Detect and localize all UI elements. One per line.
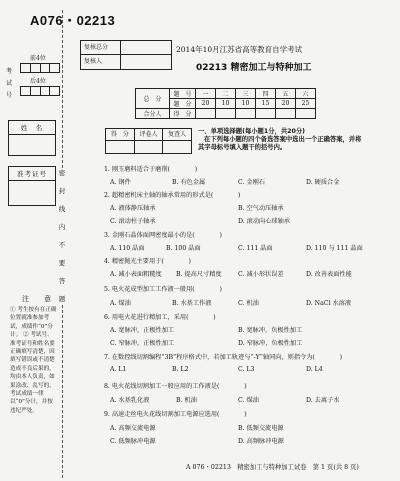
name-box[interactable]	[8, 120, 56, 156]
question-stem: 3. 金刚石晶体面网密度最小的是( )	[104, 232, 222, 239]
question-stem: 2. 超精密机床主轴的轴承常用的形式是( )	[104, 192, 241, 199]
total-label: 总 分	[136, 89, 170, 109]
question-stem: 4. 精密抛光主要用于( )	[104, 258, 191, 265]
front4-label: 前4位	[30, 55, 46, 62]
kao-label: 考	[6, 68, 13, 75]
question-stem: 8. 电火花线切割加工一般应用的工作液是( )	[104, 383, 247, 390]
back4-label: 后4位	[30, 78, 46, 85]
question-stem: 9. 高速走丝电火花线切割加工电源应选用( )	[104, 411, 247, 418]
question-stem: 7. 在数控线切割编程“3B”程序格式中，若加工轨迹与“-Y”轴同向，则指令为( )	[104, 354, 343, 361]
ticket-box[interactable]	[8, 166, 56, 206]
question-stem: 5. 电火花成型加工工作液一般用( )	[104, 286, 222, 293]
score-table: 总 分 题 号 一 二 三 四 五 六 题 分 20 10 10 15 20 25 合分人 得 分	[135, 88, 316, 119]
shi-label: 试	[6, 80, 13, 87]
paper-code: A076・02213	[30, 13, 116, 28]
course-title: 02213 精密加工与特种加工	[196, 63, 312, 73]
notes-title: 注 意	[22, 295, 55, 303]
back4-boxes[interactable]	[20, 86, 60, 96]
notes-text: ① 考生按有在正确位置就准参加考试，成绩作“0”分计。 ② 考试号、准考证号和姓名要正确填写清楚，因填写错误或不清楚造成不良后果的，均由本人负责，如果涂改、乱写的，考试成绩一律以“0”分计，并按违纪严处。	[10, 307, 57, 414]
question-stem: 1. 刚玉磨料适合于磨削( )	[104, 166, 198, 173]
review-box	[80, 40, 172, 70]
exam-title: 2014年10月江苏省高等教育自学考试	[176, 45, 303, 54]
scorer-label: 合分人	[136, 109, 170, 119]
ticket-label: 准考证号	[9, 167, 55, 181]
front4-boxes[interactable]	[20, 63, 60, 73]
section-title: 一、单项选择题(每小题1分，共20分) 在下列每小题的四个备选答案中选出一个正确答案，并将 其字母标号填入题干的括号内。	[198, 128, 362, 151]
section-grade-box: 得 分 评卷人 复查人	[105, 128, 192, 154]
page-footer: A 076・02213 精密加工与特种加工试卷 第 1 页(共 8 页)	[186, 464, 359, 471]
hao-label: 号	[6, 92, 13, 99]
seal-text: 密 封 线 内 不 要 答 题	[58, 169, 66, 303]
exam-page: A076・02213 前4位 考 试 号 后4位 姓 名 准考证号 密 封 线 内 不 要 答 题 注 意 ① 考生按有在正确位置就准参加考试，成绩作“0”分计。 ② 考试号、准考证号和姓名要正确填写清楚，因填写错误或不清楚造成不良后果的，均由本人负责，如果涂改、乱写的，考试成绩一律以“0”分计，并按违纪严处。 复核总分 复核人 2014年10月江苏省高等教育自学考试 02213 精密加工与特种加工 总 分 题 号 一 二 三 四 五 六 题 分 20 10 10 15 20 25 合分人 得 分 得 分 评卷人 复查人 一、单项选择题(每小题1分，共20分) 在下列每小题的四个备选答案中选出一个正确答案，并将 其字母标号填入题干的括号内。 1. 刚玉磨料适合于磨削( ) A. 钢件 B. 有色金属 C. 金刚石 D. 硬质合金 2. 超精密机床主轴的轴承常用的形式是( ) A. 液体静压轴承 B. 空气动压轴承 C. 滚动柱子轴承 D. 滚动向心球轴承 3. 金刚石晶体面网密度最小的是( ) A. 110 晶面 B. 100 晶面 C. 111 晶面 D. 110 与 111 晶面 4. 精密抛光主要用于( ) A. 减小表面粗糙度 B. 提高尺寸精度 C. 减小形状误差 D. 改善表面性能 5. 电火花成型加工工作液一般用( ) A. 煤油 B. 水基工作液 C. 机油 D. NaCl 水溶液 6. 用电火花进行精加工，采用( ) A. 宽脉冲，正极性加工 B. 宽脉冲，负极性加工 C. 窄脉冲，正极性加工 D. 窄脉冲，负极性加工 7. 在数控线切割编程“3B”程序格式中，若加工轨迹与“-Y”轴同向，则指令为( ) A. L1 B. L2 C. L3 D. L4 8. 电火花线切割加工一般应用的工作液是( ) A. 水基乳化液 B. 机油 C. 煤油 D. 去离子水 9. 高速走丝电火花线切割加工电源应选用( ) A. 高频交流电源 B. 低频交流电源 C. 低频脉冲电源 D. 高频脉冲电源 A 076・02213 精密加工与特种加工试卷 第 1 页(共 8 页)	[0, 0, 400, 481]
question-stem: 6. 用电火花进行精加工，采用( )	[104, 314, 216, 321]
name-label: 姓 名	[9, 121, 55, 135]
total-scorer-label: 复核总分	[81, 41, 121, 54]
checker-label: 复核人	[81, 55, 121, 69]
